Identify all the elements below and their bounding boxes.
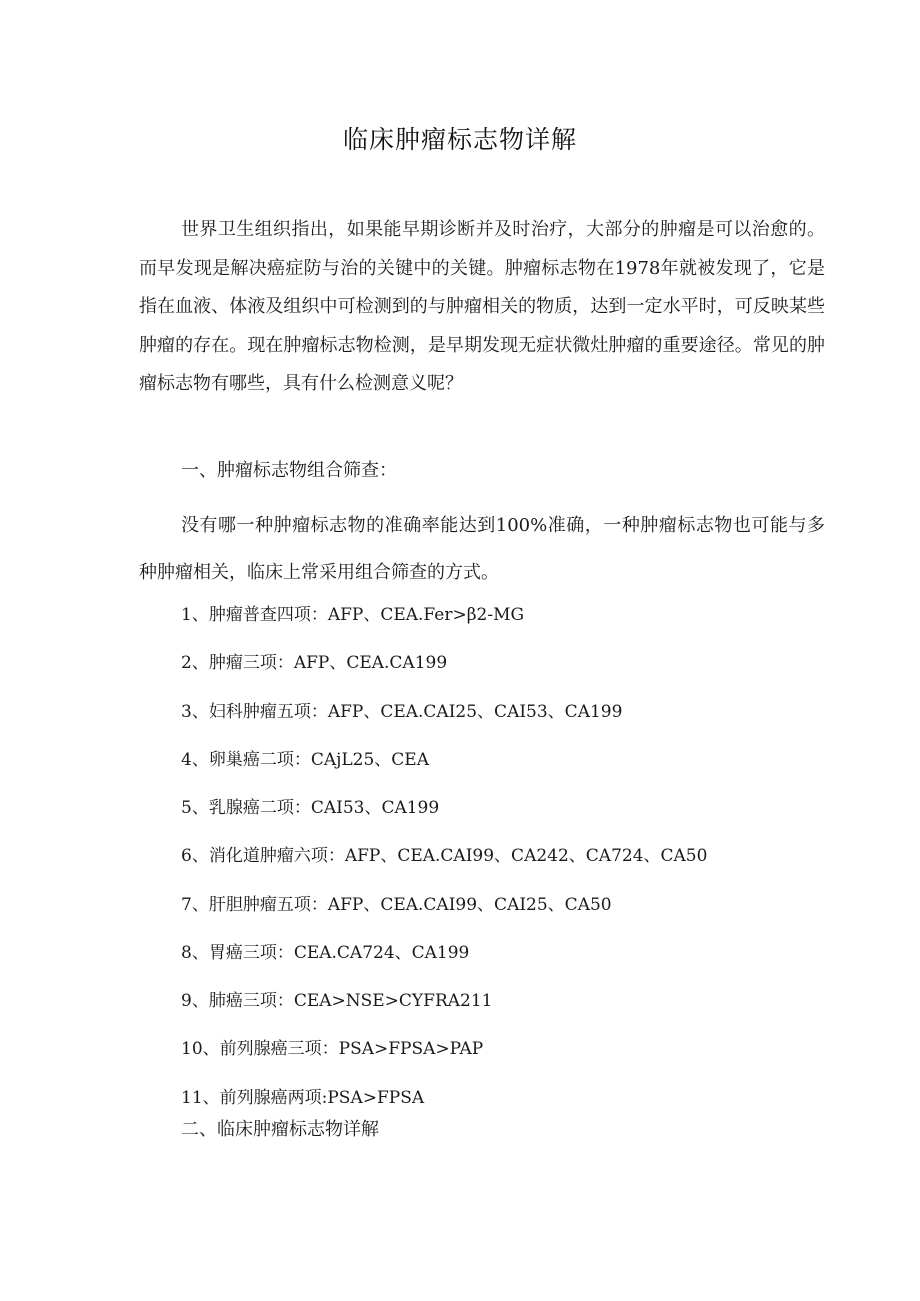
list-item: 3、妇科肿瘤五项：AFP、CEA.CAI25、CAI53、CA199 [181, 702, 623, 722]
list-item: 8、胃癌三项：CEA.CA724、CA199 [181, 943, 470, 963]
section-heading-2: 二、临床肿瘤标志物详解 [181, 1119, 379, 1140]
list-item: 2、肿瘤三项：AFP、CEA.CA199 [181, 653, 448, 673]
list-item: 11、前列腺癌两项:PSA>FPSA [181, 1088, 425, 1108]
list-item: 9、肺癌三项：CEA>NSE>CYFRA211 [181, 991, 493, 1011]
intro-paragraph: 世界卫生组织指出，如果能早期诊断并及时治疗，大部分的肿瘤是可以治愈的。而早发现是解决癌症防与治的关键中的关键。肿瘤标志物在1978年就被发现了，它是指在血液、体液及组织中可检测到的与肿瘤相关的物质，达到一定水平时，可反映某些肿瘤的存在。现在肿瘤标志物检测，是早期发现无症状微灶肿瘤的重要途径。常见的肿瘤标志物有哪些，具有什么检测意义呢？ [139, 219, 825, 394]
list-item: 5、乳腺癌二项：CAI53、CA199 [181, 798, 440, 818]
list-item: 7、肝胆肿瘤五项：AFP、CEA.CAI99、CAI25、CA50 [181, 895, 612, 915]
list-item: 6、消化道肿瘤六项：AFP、CEA.CAI99、CA242、CA724、CA50 [181, 846, 708, 866]
list-item: 1、肿瘤普查四项：AFP、CEA.Fer>β2-MG [181, 605, 525, 625]
list-item: 10、前列腺癌三项：PSA>FPSA>PAP [181, 1039, 484, 1059]
section1-paragraph: 没有哪一种肿瘤标志物的准确率能达到100%准确，一种肿瘤标志物也可能与多种肿瘤相关，临床上常采用组合筛查的方式。 [139, 515, 825, 583]
document-title: 临床肿瘤标志物详解 [342, 125, 577, 154]
list-item: 4、卵巢癌二项：CAjL25、CEA [181, 750, 429, 770]
section-heading-1: 一、肿瘤标志物组合筛查： [181, 460, 397, 481]
